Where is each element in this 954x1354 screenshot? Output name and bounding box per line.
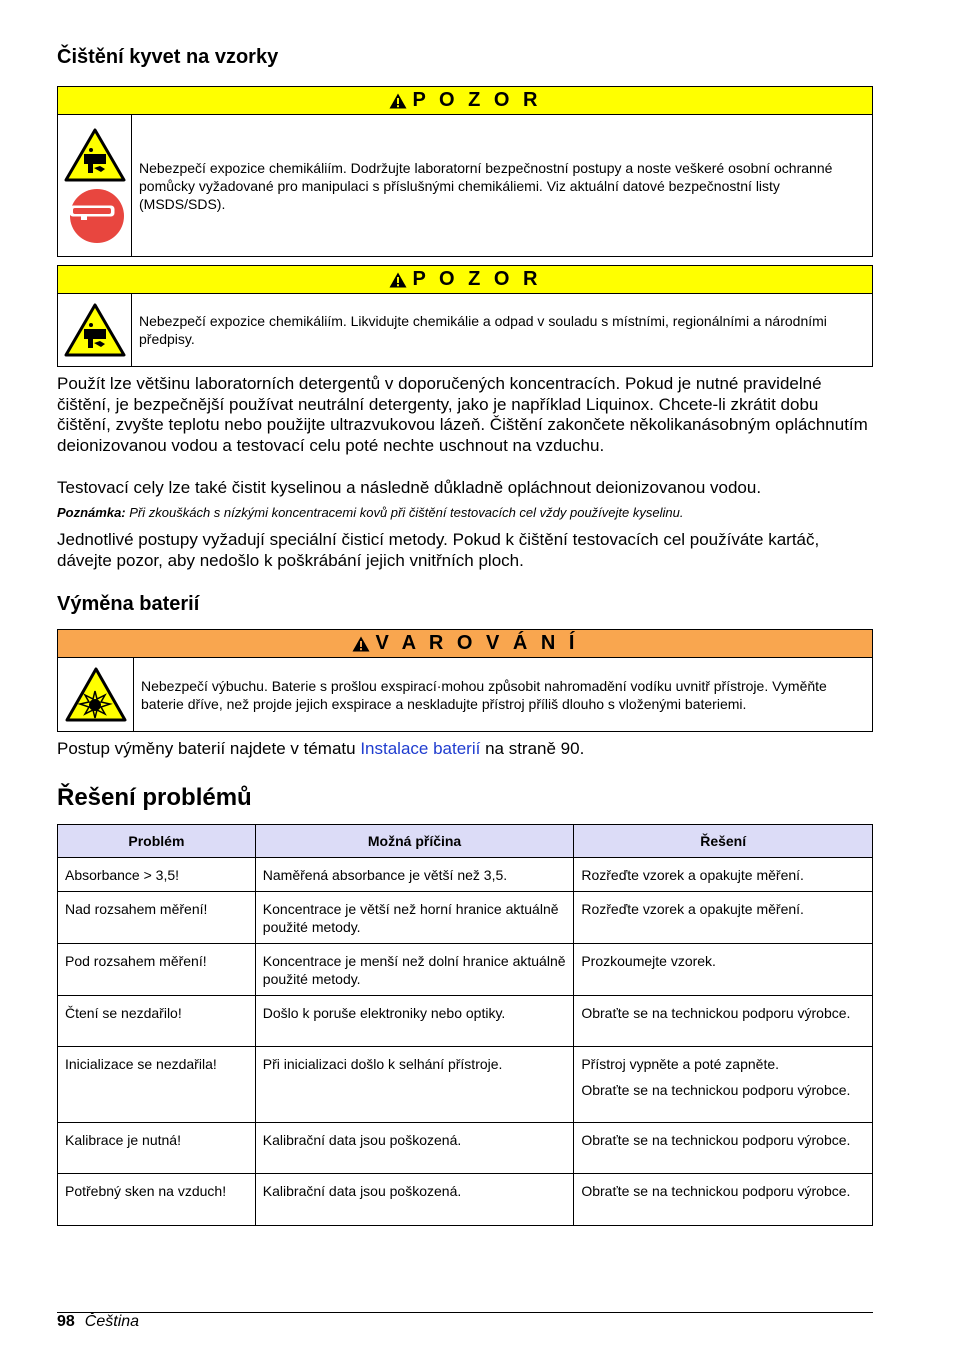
warning-triangle-icon <box>389 272 407 288</box>
warning-box-explosion <box>57 629 873 732</box>
cell-solution <box>574 944 873 996</box>
column-header-cause: Možná příčina <box>255 825 574 858</box>
warning-triangle-icon <box>389 93 407 109</box>
chemical-hazard-icon <box>64 128 126 182</box>
note-text: Při zkouškách s nízkými koncentracemi kovů při čištění testovacích cel vždy používejte kyselinu. <box>129 505 684 520</box>
cell-solution <box>574 1047 873 1123</box>
troubleshooting-table <box>57 824 873 1226</box>
warning-header <box>58 630 872 658</box>
cell-cause: Kalibrační data jsou poškozená. <box>255 1174 574 1226</box>
caution-header <box>58 266 872 294</box>
cell-cause: Při inicializaci došlo k selhání přístroje. <box>255 1047 574 1123</box>
battery-text-pre: Postup výměny baterií najdete v tématu <box>57 739 361 758</box>
table-row <box>58 996 873 1047</box>
cell-cause: Koncentrace je menší než dolní hranice aktuálně použité metody. <box>255 944 574 996</box>
cell-solution <box>574 892 873 944</box>
hazard-icons <box>58 294 132 366</box>
caution-text: Nebezpečí expozice chemikáliím. Likvidujte chemikálie a odpad v souladu s místními, regionálními a národními předpisy. <box>139 313 827 347</box>
solution-text: Obraťte se na technickou podporu výrobce. <box>581 1132 851 1148</box>
table-row <box>58 1123 873 1174</box>
cell-cause: Naměřená absorbance je větší než 3,5. <box>255 858 574 892</box>
explosion-hazard-icon <box>65 667 127 723</box>
cleaning-note <box>57 505 683 520</box>
hazard-icons <box>58 658 134 731</box>
table-header-row <box>58 825 873 858</box>
caution-box-chemical-disposal <box>57 265 873 367</box>
solution-text: Rozřeďte vzorek a opakujte měření. <box>581 867 804 883</box>
section-title-battery: Výměna baterií <box>57 593 200 615</box>
table-row <box>58 1047 873 1123</box>
cleaning-paragraph-3: Jednotlivé postupy vyžadují speciální čisticí metody. Pokud k čištění testovacích cel používáte kartáč, dávejte pozor, aby nedošlo k poškrábání jejich vnitřních ploch. <box>57 530 820 570</box>
cell-cause: Kalibrační data jsou poškozená. <box>255 1123 574 1174</box>
hazard-icons <box>58 115 132 256</box>
solution-text: Obraťte se na technickou podporu výrobce. <box>581 1183 851 1199</box>
caution-header-label: P O Z O R <box>412 268 542 290</box>
warning-triangle-icon <box>352 636 370 652</box>
table-row <box>58 944 873 996</box>
table-row <box>58 1174 873 1226</box>
cell-cause: Došlo k poruše elektroniky nebo optiky. <box>255 996 574 1047</box>
safety-goggles-icon <box>65 188 125 244</box>
caution-header-label: P O Z O R <box>412 89 542 111</box>
battery-install-link[interactable]: Instalace baterií <box>360 739 481 758</box>
cleaning-paragraph-1: Použít lze většinu laboratorních detergentů v doporučených koncentracích. Pokud je nutné pravidelné čištění, je bezpečnější používat neutrální detergenty, jako je například Liquinox. Chcete-li zkrátit dobu čištění, zvyšte teplotu nebo použijte ultrazvukovou lázeň. Čištění zakončete několikanásobným opláchnutím deionizovanou vodou a testovací celu poté nechte uschnout na vzduchu. <box>57 374 868 455</box>
cell-solution <box>574 858 873 892</box>
cell-solution <box>574 1174 873 1226</box>
column-header-problem: Problém <box>58 825 256 858</box>
section-title-troubleshooting: Řešení problémů <box>57 784 252 811</box>
section-title-cleaning: Čištění kyvet na vzorky <box>57 46 279 68</box>
solution-text: Obraťte se na technickou podporu výrobce. <box>581 1082 851 1098</box>
footer-divider <box>57 1312 873 1313</box>
cell-problem: Inicializace se nezdařila! <box>58 1047 256 1123</box>
table-row <box>58 858 873 892</box>
solution-text: Rozřeďte vzorek a opakujte měření. <box>581 901 804 917</box>
cell-problem: Čtení se nezdařilo! <box>58 996 256 1047</box>
cell-problem: Absorbance > 3,5! <box>58 858 256 892</box>
page-number: 98 <box>57 1313 75 1330</box>
table-row <box>58 892 873 944</box>
column-header-solution: Řešení <box>574 825 873 858</box>
cell-solution <box>574 1123 873 1174</box>
cell-problem: Pod rozsahem měření! <box>58 944 256 996</box>
cell-problem: Kalibrace je nutná! <box>58 1123 256 1174</box>
footer-language: Čeština <box>84 1313 140 1330</box>
cell-cause: Koncentrace je větší než horní hranice aktuálně použité metody. <box>255 892 574 944</box>
cleaning-paragraph-2: Testovací cely lze také čistit kyselinou a následně důkladně opláchnout deionizovanou vodou. <box>57 478 762 497</box>
note-label: Poznámka: <box>57 505 126 520</box>
cell-problem: Nad rozsahem měření! <box>58 892 256 944</box>
caution-box-chemical-ppe <box>57 86 873 257</box>
battery-paragraph <box>57 739 873 760</box>
cell-problem: Potřebný sken na vzduch! <box>58 1174 256 1226</box>
solution-text: Prozkoumejte vzorek. <box>581 953 716 969</box>
caution-header <box>58 87 872 115</box>
warning-header-label: V A R O V Á N Í <box>375 632 579 654</box>
page-footer <box>57 1313 139 1331</box>
solution-text: Přístroj vypněte a poté zapněte. <box>581 1056 780 1072</box>
caution-text: Nebezpečí expozice chemikáliím. Dodržujte laboratorní bezpečnostní postupy a noste veškeré osobní ochranné pomůcky vyžadované pro manipulaci s příslušnými chemikáliemi. Viz aktuální datové bezpečnostní listy (MSDS/SDS). <box>139 159 833 212</box>
solution-text: Obraťte se na technickou podporu výrobce. <box>581 1005 851 1021</box>
battery-text-post: na straně 90. <box>480 739 585 758</box>
warning-text: Nebezpečí výbuchu. Baterie s prošlou exspirací·mohou způsobit nahromadění vodíku uvnitř přístroje. Vyměňte baterie dříve, než projde jejich exspirace a neskladujte přístroj příliš dlouho s vloženými bateriemi. <box>141 677 827 712</box>
cell-solution <box>574 996 873 1047</box>
chemical-hazard-icon <box>64 303 126 357</box>
